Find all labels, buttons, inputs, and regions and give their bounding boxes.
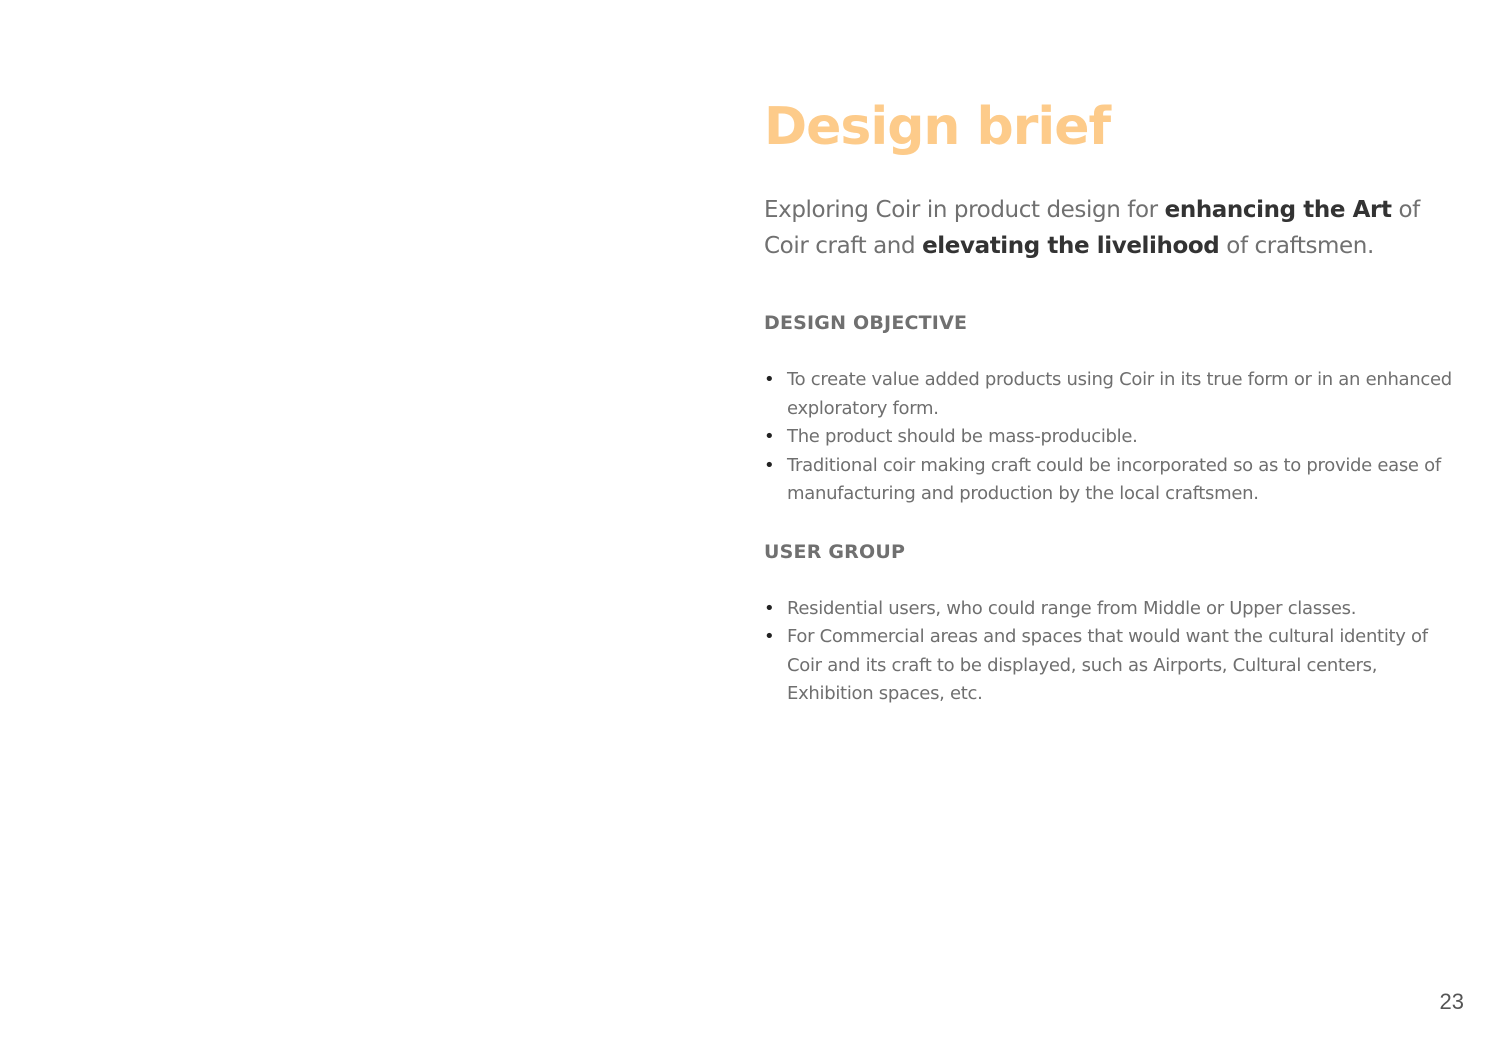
page-title: Design brief bbox=[764, 97, 1111, 157]
intro-emphasis-art: enhancing the Art bbox=[1164, 197, 1392, 223]
intro-text-3: of craftsmen. bbox=[1219, 233, 1374, 259]
user-group-list bbox=[764, 595, 1454, 709]
list-item bbox=[764, 623, 1454, 709]
design-brief-content bbox=[764, 96, 1454, 709]
list-item bbox=[764, 595, 1454, 624]
list-item-text: Residential users, who could range from Middle or Upper classes. bbox=[787, 597, 1357, 619]
list-item bbox=[764, 452, 1454, 509]
intro-emphasis-livelihood: elevating the livelihood bbox=[922, 233, 1220, 259]
intro-paragraph bbox=[764, 192, 1454, 264]
list-item bbox=[764, 423, 1454, 452]
list-item-text: Traditional coir making craft could be incorporated so as to provide ease of manufacturing and production by the local craftsmen. bbox=[787, 454, 1441, 504]
bullet-icon: • bbox=[764, 369, 775, 390]
intro-text-1: Exploring Coir in product design for bbox=[764, 197, 1165, 223]
intro-text-2: of Coir craft and bbox=[764, 197, 1420, 259]
design-objective-list bbox=[764, 366, 1454, 509]
list-item-text: For Commercial areas and spaces that would want the cultural identity of Coir and its craft to be displayed, such as Airports, Cultural centers, Exhibition spaces, etc. bbox=[787, 626, 1428, 704]
list-item-text: To create value added products using Coir in its true form or in an enhanced exploratory form. bbox=[787, 369, 1452, 419]
user-group-heading: USER GROUP bbox=[764, 540, 906, 563]
page-number: 23 bbox=[1439, 989, 1464, 1014]
bullet-icon: • bbox=[764, 626, 775, 647]
bullet-icon: • bbox=[764, 597, 775, 619]
list-item-text: The product should be mass-producible. bbox=[787, 426, 1138, 447]
bullet-icon: • bbox=[764, 454, 775, 476]
bullet-icon: • bbox=[764, 426, 775, 447]
list-item bbox=[764, 366, 1454, 423]
design-objective-heading: DESIGN OBJECTIVE bbox=[764, 312, 968, 334]
